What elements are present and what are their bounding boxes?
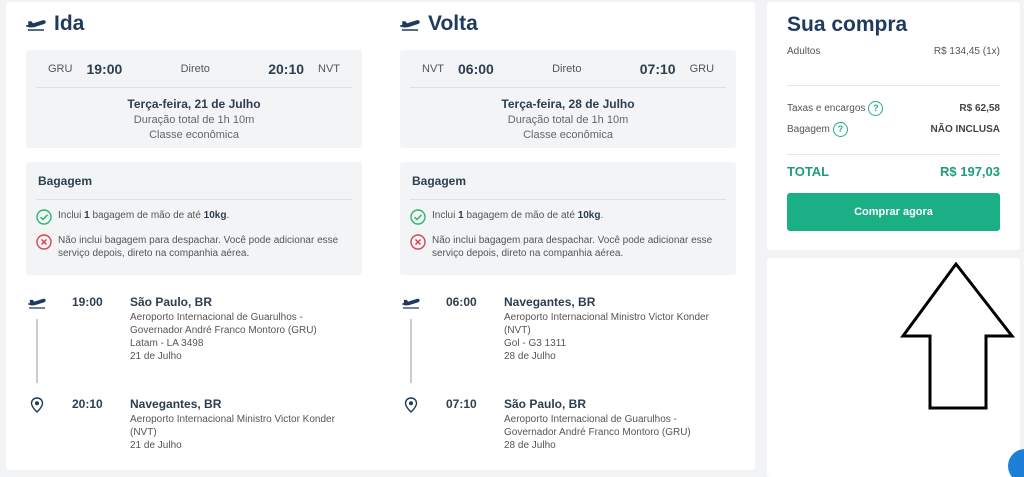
carry-on-text: Inclui 1 bagagem de mão de até 10kg. [58,210,230,221]
outbound-timeline [26,293,362,463]
return-title-text: Volta [428,12,478,35]
baggage-title: Bagagem [36,162,352,200]
baggage-title: Bagagem [410,162,726,200]
plane-departure-icon [400,16,420,32]
arrival-city: Navegantes, BR [130,397,222,411]
total-label: TOTAL [787,163,830,179]
x-circle-icon [410,234,426,250]
taxes-value: R$ 62,58 [959,102,1000,114]
checked-bag-line [410,234,726,260]
return-date: Terça-feira, 28 de Julho [501,97,635,111]
outbound-summary [26,50,362,148]
departure-time: 19:00 [86,60,123,77]
return-cabin: Classe econômica [523,129,613,141]
arrival-airport: Aeroporto Internacional de Guarulhos - Governador André Franco Montoro (GRU) [504,414,691,438]
return-summary [400,50,736,148]
adults-label: Adultos [787,46,821,57]
destination-code: GRU [689,62,715,75]
outbound-date: Terça-feira, 21 de Julho [127,97,261,111]
taxes-row [787,98,1000,118]
return-route-row [410,50,726,88]
return-title [400,2,736,46]
flight-type: Direto [552,62,582,75]
plane-departure-icon [26,16,46,32]
location-pin-icon [402,397,420,413]
checked-bag-line [36,234,352,260]
timeline-connector [410,319,412,383]
flight-type: Direto [180,62,210,75]
help-circle-icon[interactable]: ? [868,101,883,116]
arrival-time: 07:10 [639,60,676,77]
carry-on-line [410,209,726,225]
total-value: R$ 197,03 [940,163,1000,179]
return-duration: Duração total de 1h 10m [507,114,629,126]
arrival-date: 21 de Julho [130,440,182,451]
return-baggage [400,162,736,275]
departure-time: 06:00 [446,295,477,309]
arrival-city: São Paulo, BR [504,397,587,411]
plane-icon [402,295,420,311]
outbound-duration: Duração total de 1h 10m [133,114,255,126]
purchase-title: Sua compra [787,13,908,36]
total-row [787,155,1000,187]
flight-number: Gol - G3 1311 [504,338,567,349]
destination-code: NVT [318,62,341,75]
outbound-route-row [36,50,352,88]
flight-number: Latam - LA 3498 [130,338,204,349]
outbound-title [26,2,362,46]
checked-bag-text: Não inclui bagagem para despachar. Você pode adicionar esse serviço depois, direto na companhia aérea. [58,235,339,259]
adults-row [787,46,1000,86]
arrival-airport: Aeroporto Internacional Ministro Victor Konder (NVT) [130,414,335,438]
outbound-info [26,88,362,141]
checked-bag-text: Não inclui bagagem para despachar. Você pode adicionar esse serviço depois, direto na companhia aérea. [432,235,713,259]
arrival-date: 28 de Julho [504,440,556,451]
outbound-cabin: Classe econômica [149,129,239,141]
baggage-row [787,118,1000,140]
baggage-label: Bagagem [787,123,830,135]
arrival-time: 07:10 [446,397,477,411]
return-leg [400,2,736,463]
origin-code: GRU [48,62,73,75]
departure-airport: Aeroporto Internacional Ministro Victor Konder (NVT) [504,312,709,336]
help-circle-icon[interactable]: ? [833,122,848,137]
departure-date: 21 de Julho [130,351,182,362]
up-arrow-annotation-icon [900,262,1016,412]
purchase-summary-card [767,2,1020,250]
check-circle-icon [36,209,52,225]
taxes-label: Taxas e encargos [787,102,866,114]
x-circle-icon [36,234,52,250]
arrival-time: 20:10 [268,60,305,77]
timeline-connector [36,319,38,383]
carry-on-text: Inclui 1 bagagem de mão de até 10kg. [432,210,604,221]
flight-details-card [6,2,755,470]
check-circle-icon [410,209,426,225]
outbound-leg [26,2,362,463]
origin-code: NVT [422,62,444,75]
location-pin-icon [28,397,46,413]
departure-city: São Paulo, BR [130,295,213,309]
carry-on-line [36,209,352,225]
outbound-baggage [26,162,362,275]
baggage-value: NÃO INCLUSA [930,123,1000,135]
departure-time: 19:00 [72,295,103,309]
arrival-time: 20:10 [72,397,103,411]
adults-value: R$ 134,45 (1x) [933,46,1000,57]
departure-city: Navegantes, BR [504,295,596,309]
departure-airport: Aeroporto Internacional de Guarulhos - Governador André Franco Montoro (GRU) [130,312,317,336]
outbound-title-text: Ida [54,12,85,35]
return-timeline [400,293,736,463]
buy-now-button[interactable]: Comprar agora [787,193,1000,231]
plane-icon [28,295,46,311]
return-info [400,88,736,141]
departure-date: 28 de Julho [504,351,556,362]
departure-time: 06:00 [458,60,494,77]
